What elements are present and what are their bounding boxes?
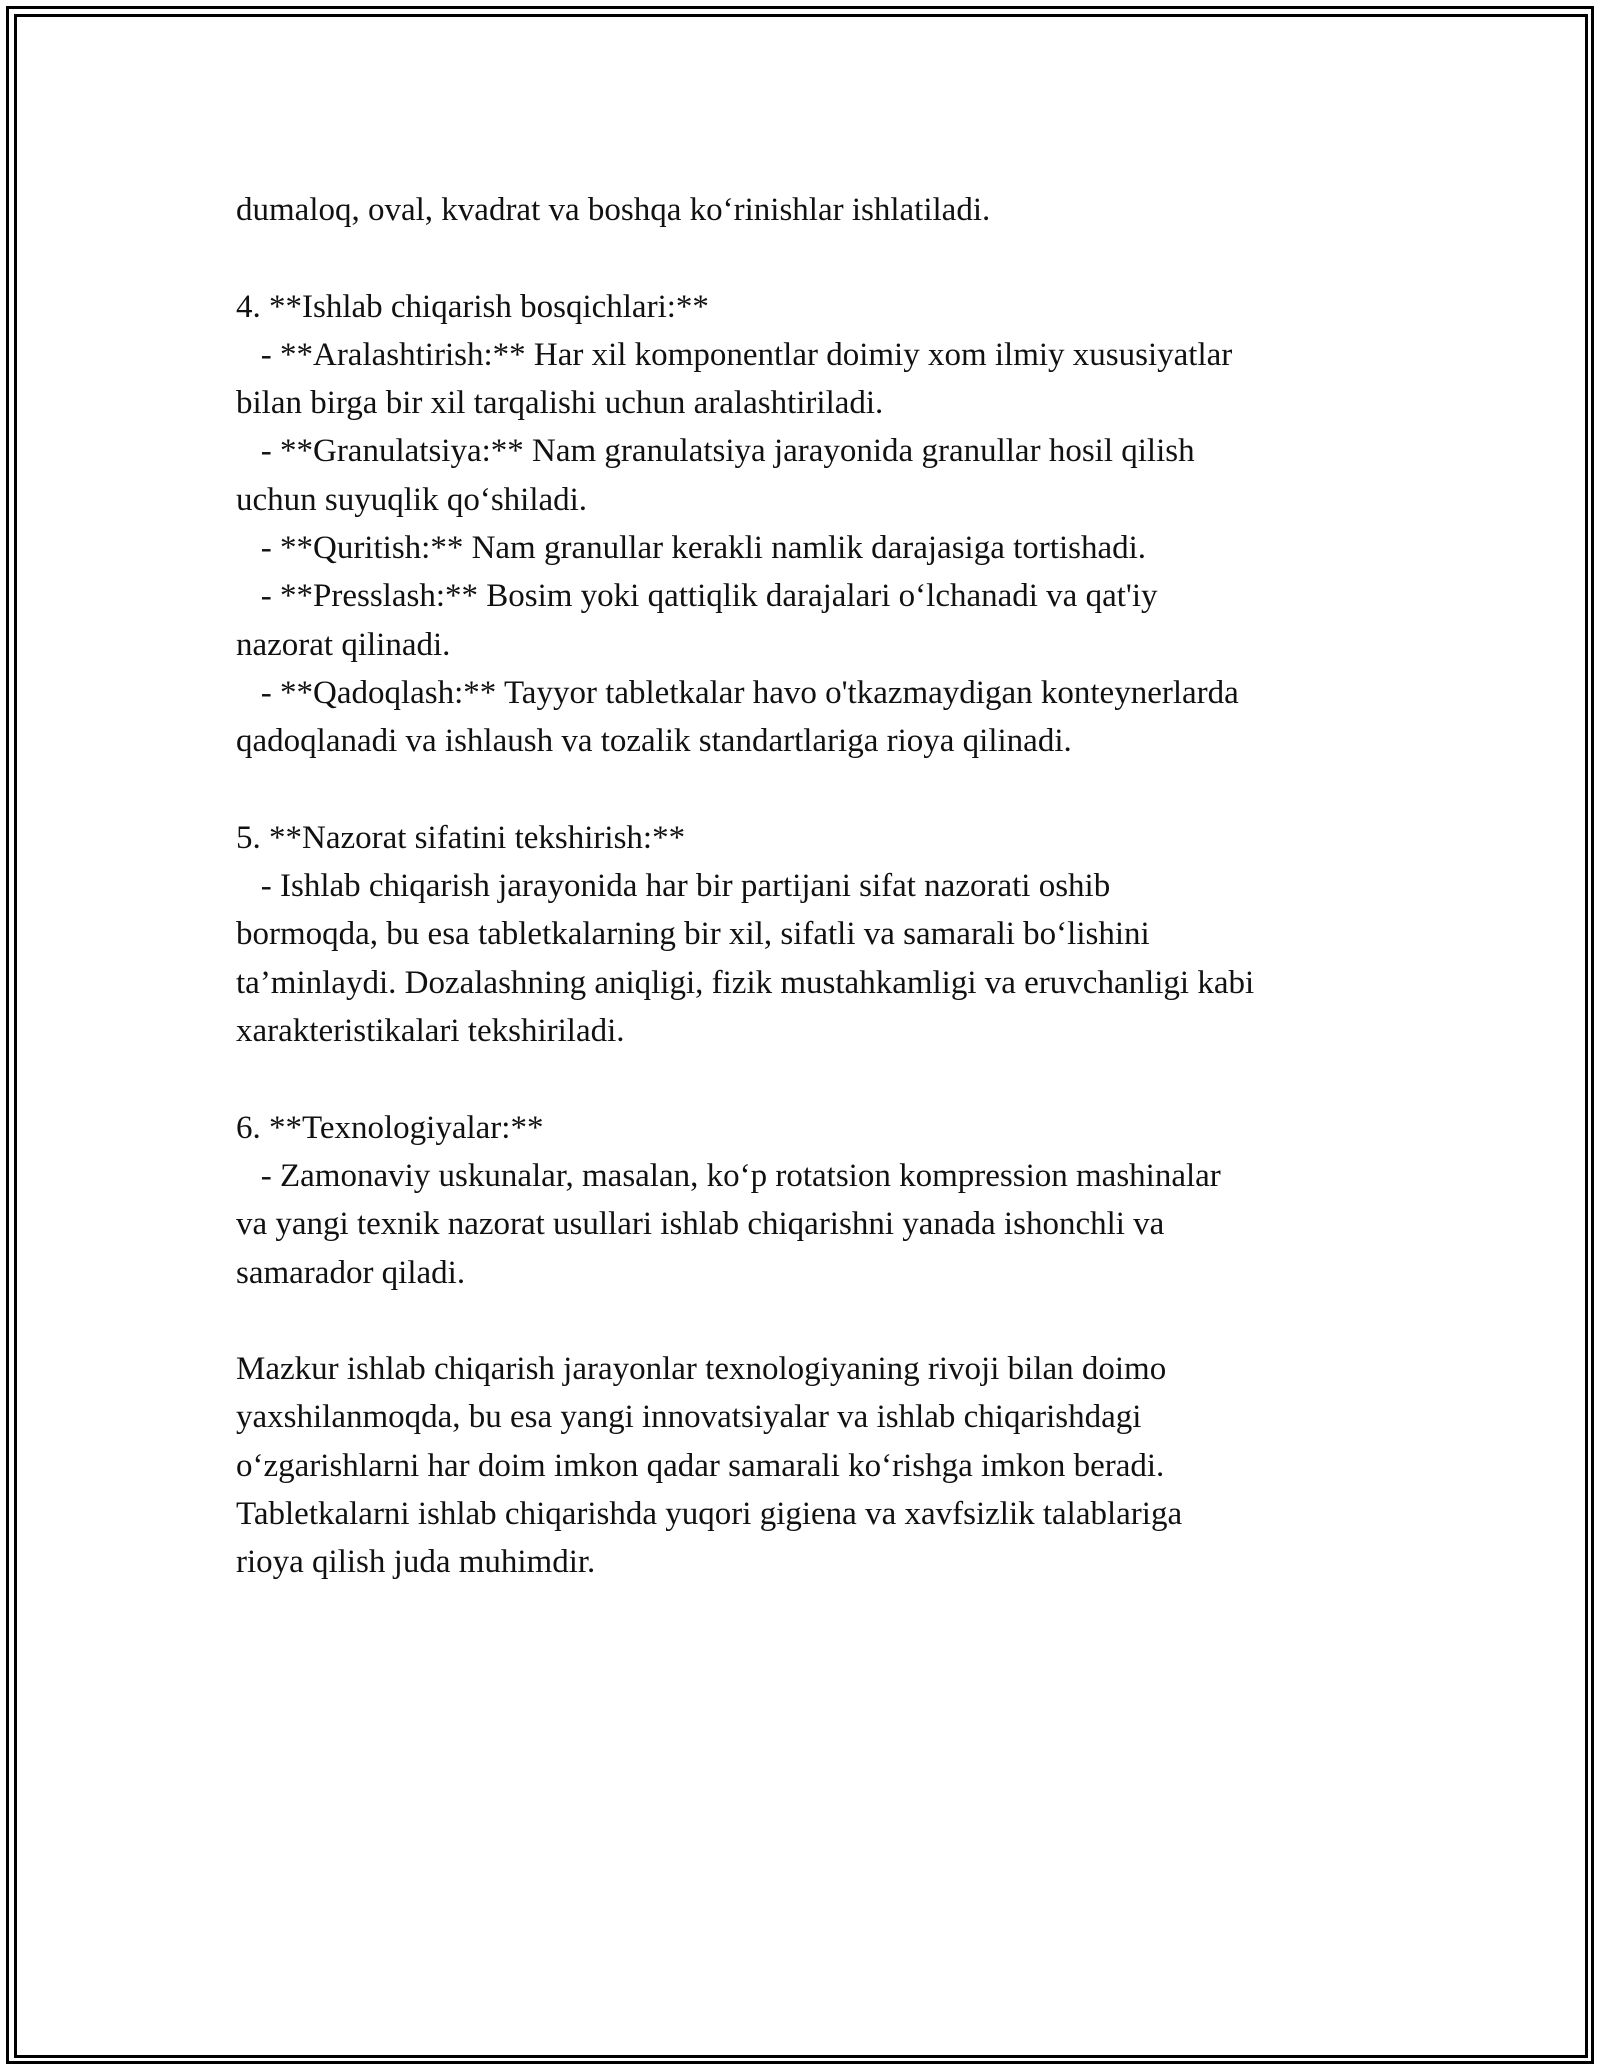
text-line: dumaloq, oval, kvadrat va boshqa ko‘rinishlar ishlatiladi.	[236, 192, 991, 228]
document-body	[236, 186, 1376, 1587]
list-item-line: - **Granulatsiya:** Nam granulatsiya jarayonida granullar hosil qilish	[236, 433, 1195, 470]
section-heading: 4. **Ishlab chiqarish bosqichlari:**	[236, 288, 709, 325]
list-item-line: - Ishlab chiqarish jarayonida har bir partijani sifat nazorati oshib	[236, 868, 1111, 905]
text-line: samarador qiladi.	[236, 1254, 466, 1291]
text-line: ta’minlaydi. Dozalashning aniqligi, fizik mustahkamligi va eruvchanligi kabi	[236, 964, 1255, 1001]
text-line: bormoqda, bu esa tabletkalarning bir xil, sifatli va samarali bo‘lishini	[236, 916, 1150, 953]
paragraph-line: Mazkur ishlab chiqarish jarayonlar texnologiyaning rivoji bilan doimo	[236, 1351, 1167, 1388]
list-item-line: - **Qadoqlash:** Tayyor tabletkalar havo o'tkazmaydigan konteynerlarda	[236, 674, 1239, 711]
blank-line	[236, 234, 1376, 282]
text-line: qadoqlanadi va ishlaush va tozalik standartlariga rioya qilinadi.	[236, 723, 1072, 760]
text-line: xarakteristikalari tekshiriladi.	[236, 1013, 625, 1050]
text-line: va yangi texnik nazorat usullari ishlab chiqarishni yanada ishonchli va	[236, 1206, 1165, 1243]
list-item-line: - **Presslash:** Bosim yoki qattiqlik darajalari o‘lchanadi va qat'iy	[236, 578, 1158, 615]
paragraph-line: Tabletkalarni ishlab chiqarishda yuqori gigiena va xavfsizlik talablariga	[236, 1496, 1183, 1533]
paragraph-line: yaxshilanmoqda, bu esa yangi innovatsiyalar va ishlab chiqarishdagi	[236, 1399, 1142, 1436]
list-item-line: - Zamonaviy uskunalar, masalan, ko‘p rotatsion kompression mashinalar	[236, 1157, 1221, 1194]
text-line: nazorat qilinadi.	[236, 626, 451, 663]
list-item-line: - **Aralashtirish:** Har xil komponentlar doimiy xom ilmiy xususiyatlar	[236, 336, 1233, 373]
list-item-line: - **Quritish:** Nam granullar kerakli namlik darajasiga tortishadi.	[236, 530, 1147, 567]
section-heading: 6. **Texnologiyalar:**	[236, 1109, 544, 1146]
text-line: bilan birga bir xil tarqalishi uchun aralashtiriladi.	[236, 385, 884, 422]
blank-line	[236, 766, 1376, 814]
blank-line	[236, 1055, 1376, 1103]
text-line: uchun suyuqlik qo‘shiladi.	[236, 481, 588, 518]
paragraph-line: rioya qilish juda muhimdir.	[236, 1544, 596, 1581]
paragraph-line: o‘zgarishlarni har doim imkon qadar samarali ko‘rishga imkon beradi.	[236, 1447, 1165, 1484]
section-heading: 5. **Nazorat sifatini tekshirish:**	[236, 819, 686, 856]
blank-line	[236, 1297, 1376, 1345]
